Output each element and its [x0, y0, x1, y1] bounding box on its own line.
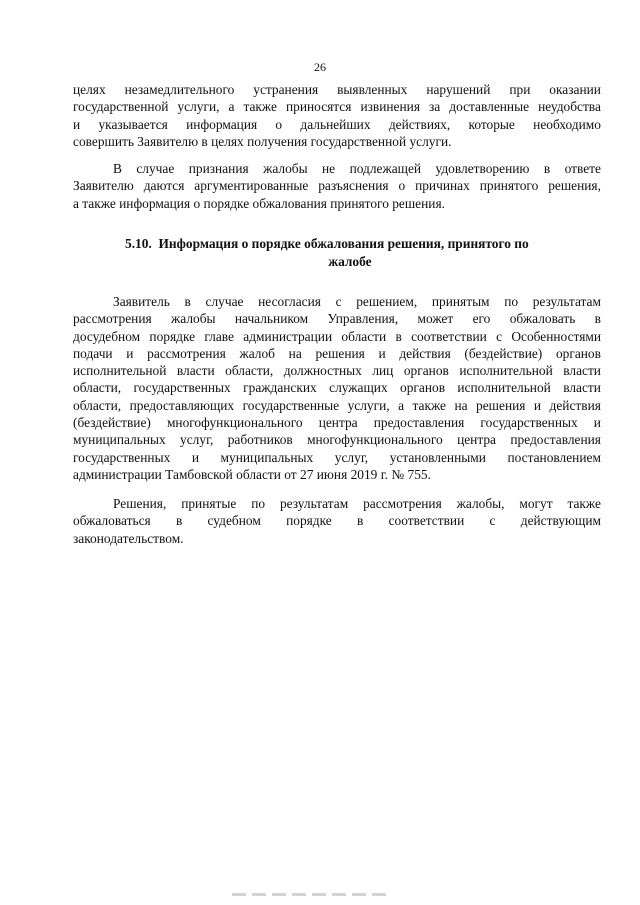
text-line: законодательством.: [73, 530, 184, 546]
text-line: Заявитель в случае несогласия с решением, принятым по результатам: [113, 294, 601, 309]
text-line: (бездействие) многофункционального центра предоставления государственных и: [73, 415, 601, 431]
section-heading-line1: [73, 235, 601, 253]
paragraph-court-appeal: [73, 495, 601, 547]
text-line: государственных и муниципальных услуг, установленными постановлением: [73, 449, 601, 465]
text-line: рассмотрения жалобы начальником Управления, может его обжаловать в: [73, 311, 601, 327]
section-number: 5.10.: [125, 236, 152, 251]
section-heading: [73, 235, 601, 271]
text-line: и указывается информация о дальнейших действиях, которые необходимо: [73, 116, 601, 132]
text-line: обжаловаться в судебном порядке в соответствии с действующим: [73, 513, 601, 529]
text-line: государственной услуги, а также приносятся извинения за доставленные неудобства: [73, 99, 601, 115]
paragraph-remedy-info: [73, 81, 601, 150]
text-line: администрации Тамбовской области от 27 июня 2019 г. № 755.: [73, 466, 431, 482]
paragraph-appeal-procedure: [73, 293, 601, 483]
text-line: В случае признания жалобы не подлежащей удовлетворению в ответе: [113, 161, 601, 176]
text-line: муниципальных услуг, работников многофункционального центра предоставления: [73, 432, 601, 448]
section-title-part1: Информация о порядке обжалования решения, принятого по: [158, 236, 529, 251]
page-number: 26: [314, 60, 326, 74]
text-line: совершить Заявителю в целях получения государственной услуги.: [73, 133, 452, 149]
text-line: а также информация о порядке обжалования принятого решения.: [73, 195, 445, 211]
text-line: подачи и рассмотрения жалоб на решения и действия (бездействие) органов: [73, 345, 601, 361]
section-title-part2: жалобе: [328, 254, 372, 269]
scan-artifact: [232, 893, 392, 896]
text-line: Заявителю даются аргументированные разъяснения о причинах принятого решения,: [73, 178, 601, 194]
text-line: целях незамедлительного устранения выявленных нарушений при оказании: [73, 82, 601, 97]
text-line: исполнительной власти области, должностных лиц органов исполнительной власти: [73, 363, 601, 379]
text-line: досудебном порядке главе администрации области в соответствии с Особенностями: [73, 328, 601, 344]
paragraph-rejection-info: [73, 160, 601, 212]
text-line: области, государственных гражданских служащих органов исполнительной власти: [73, 380, 601, 396]
text-line: области, предоставляющих государственные услуги, а также на решения и действия: [73, 397, 601, 413]
text-line: Решения, принятые по результатам рассмотрения жалобы, могут также: [113, 496, 601, 511]
